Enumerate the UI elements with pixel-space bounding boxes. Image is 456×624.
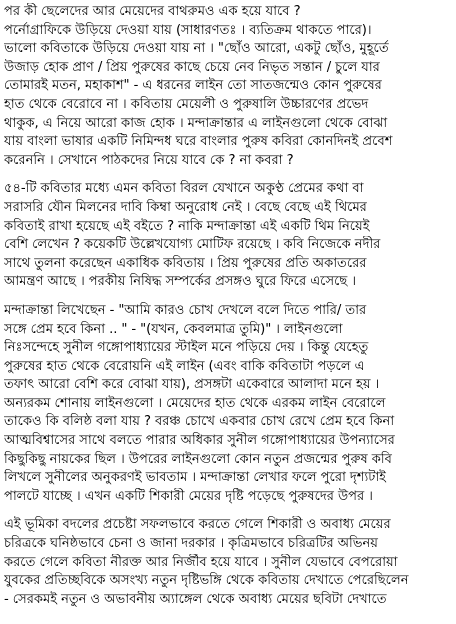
text-line: উজাড় হোক প্রাণ / প্রিয় পুরুষের কাছে চেয়ে নেব নিভৃত সন্তান / চুলে যার xyxy=(4,59,380,75)
text-line: যুবকের প্রতিচ্ছবিকে অসংখ্য নতুন দৃষ্টিভঙ্গি থেকে কবিতায় দেখাতে পেরেছিলেন xyxy=(4,573,409,589)
text-line: ৫৪-টি কবিতার মধ্যে এমন কবিতা বিরল যেখানে অকুণ্ঠ প্রেমের কথা বা xyxy=(4,181,364,197)
text-line: চরিত্রকে ঘনিষ্ঠভাবে চেনা ও জানা দরকার । কৃত্রিমভাবে চরিত্রটির অভিনয় xyxy=(4,536,378,552)
paragraph-3 xyxy=(4,302,452,507)
text-line: পর কী ছেলেদের আর মেয়েদের বাথরুমও এক হয়ে যাবে ? xyxy=(4,4,301,19)
paragraph-spacer xyxy=(4,506,452,516)
text-line: তফাৎ আরো বেশি করে বোঝা যায়), প্রসঙ্গটা একেবারে আলাদা মনে হয় । xyxy=(4,377,380,393)
text-line: তাকেও কি বলিষ্ঠ বলা যায় ? বরঞ্চ চোখে একবার চোখ রেখে প্রেম হবে কিনা xyxy=(4,414,395,430)
text-line: যায় বাংলা ভাষার একটি নিমিন্দধ ঘরে বাংলার পুরুষ কবিরা কোনদিনই প্রবেশ xyxy=(4,134,393,150)
text-line: কিছুকিছু নায়কের ছিল । উপরের লাইনগুলো কোন নতুন প্রজন্মের পুরুষ কবি xyxy=(4,451,392,467)
text-line: থাকুক, এ নিয়ে আরো কাজ হোক । মন্দাক্রান্তার এ লাইনগুলো থেকে বোঝা xyxy=(4,115,388,131)
text-line: এই ভূমিকা বদলের প্রচেষ্টা সফলভাবে করতে গেলে শিকারী ও অবাধ্য মেয়ের xyxy=(4,517,391,533)
text-line: পর্নোগ্রাফিকে উড়িয়ে দেওয়া যায় (সাধারণতঃ । ব্যতিক্রম থাকতে পারে)। xyxy=(4,22,372,38)
paragraph-4 xyxy=(4,516,452,609)
text-line: করতে গেলে কবিতা নীরক্ত আর নির্জীব হয়ে যাবে । সুনীল যেভাবে বেপরোয়া xyxy=(4,554,398,570)
text-line: আত্মবিশ্বাসের সাথে বলতে পারার অধিকার সুনীল গঙ্গোপাধ্যায়ের উপন্যাসের xyxy=(4,433,395,449)
text-line: হাত থেকে বেরোবে না । কবিতায় মেয়েলী ও পুরুষালি উচ্চারণের প্রভেদ xyxy=(4,96,369,112)
text-line: পালটে যাচ্ছে । এখন একটি শিকারী মেয়ের দৃষ্টি পড়েছে পুরুষদের উপর । xyxy=(4,488,373,504)
text-line: সাথে তুলনা করেছেন একাধিক কবিতায় । প্রিয় পুরুষের প্রতি অকাতরের xyxy=(4,255,367,271)
text-line: পুরুষের হাত থেকে বেরোয়নি এই লাইন (এবং বাকি কবিতাটা পড়লে এ xyxy=(4,358,365,374)
text-line: তোমারই মতন, মহাকাশ" - এ ধরনের লাইন তো সাতজন্মেও কোন পুরুষের xyxy=(4,78,382,94)
text-line: সঙ্গে প্রেম হবে কিনা .. " - "(যখন, কেবলমাত্র তুমি)" । লাইনগুলো xyxy=(4,321,343,337)
paragraph-spacer xyxy=(4,170,452,180)
text-line: নিঃসন্দেহে সুনীল গঙ্গোপাধ্যায়ের স্টাইল মনে পড়িয়ে দেয় । কিন্তু যেহেতু xyxy=(4,340,369,356)
text-line: - সেরকমই নতুন ও অভাবনীয় অ্যাঙ্গেল থেকে অবাধ্য মেয়ের ছবিটা দেখাতে xyxy=(4,591,387,607)
paragraph-2 xyxy=(4,180,452,292)
text-line: সরাসরি যৌন মিলনের দাবি কিম্বা অনুরোধ নেই । বেছে বেছে এই থিমের xyxy=(4,199,367,215)
paragraph-1 xyxy=(4,3,452,170)
text-line: অন্যরকম শোনায় লাইনগুলো । মেয়েদের হাত থেকে এরকম লাইন বেরোলে xyxy=(4,395,386,411)
text-line: লিখলে সুনীলের অনুকরণই ভাবতাম । মন্দাক্রান্তা লেখার ফলে পুরো দৃশ্যটাই xyxy=(4,470,386,486)
text-line: আমন্ত্রণ আছে । পরকীয় নিষিদ্ধ সম্পর্কের প্রসঙ্গও ঘুরে ফিরে এসেছে । xyxy=(4,274,356,290)
text-line: মন্দাক্রান্তা লিখেছেন - "আমি কারও চোখ দেখলে বলে দিতে পারি/ তার xyxy=(4,302,367,318)
paragraph-spacer xyxy=(4,292,452,302)
text-line: কবিতাই রাখা হয়েছে এই বইতে ? নাকি মন্দাক্রান্তা এই একটি থিম নিয়েই xyxy=(4,218,370,234)
text-line: করেননি । সেখানে পাঠকদের নিয়ে যাবে কে ? না কবরা ? xyxy=(4,152,294,168)
text-line: বেশি লেখেন ? কয়েকটি উল্লেখযোগ্য মোটিফ রয়েছে । কবি নিজেকে নদীর xyxy=(4,237,381,253)
text-line: ভালো কবিতাকে উড়িয়ে দেওয়া যায় না । "ছোঁও আরো, একটু ছোঁও, মুহূর্তে xyxy=(4,41,389,57)
